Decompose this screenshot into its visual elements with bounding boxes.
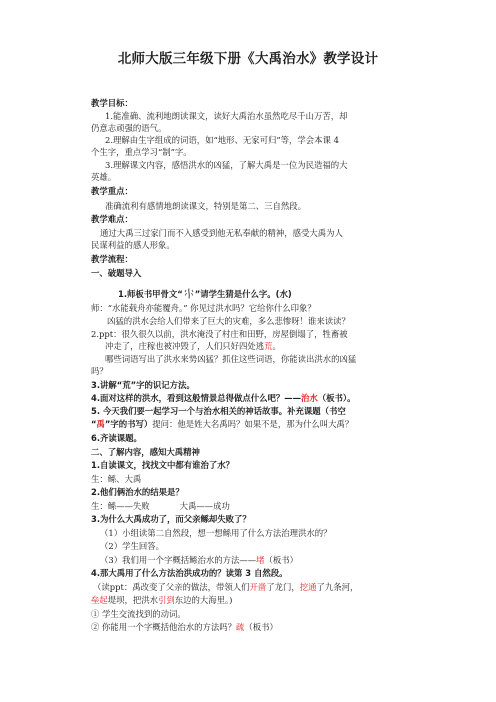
sub-item-3-note: （板书） xyxy=(264,555,298,565)
item-5-question: 提问：他是姓大名禹吗？如果不是，那为什么叫大禹？ xyxy=(152,419,354,429)
ppt-2-text-c: 了九条河， xyxy=(316,582,359,592)
ppt-line-b xyxy=(105,341,425,352)
difficulty-line-b: 民谋利益的感人形象。 xyxy=(91,240,175,250)
ppt-2-text-e: 东边的大海里。) xyxy=(174,595,233,605)
item-1-text-pre: 1.师板书甲骨文“ xyxy=(118,289,183,299)
goal-3-line-a: 3.理解课文内容，感悟洪水的凶猛，了解大禹是一位为民造福的大 xyxy=(105,160,348,170)
sub-item-3 xyxy=(100,555,420,566)
key-points-heading: 教学重点： xyxy=(91,186,133,196)
sub-item-2: （2）学生回答。 xyxy=(100,541,164,551)
ppt-2-verb-1: 开凿 xyxy=(249,582,267,592)
ppt-2-line-b xyxy=(91,595,411,606)
circle-item-2-highlight: 疏 xyxy=(236,622,245,632)
item-5-highlight: 禹 xyxy=(96,419,105,429)
difficulty-heading: 教学难点： xyxy=(91,214,133,224)
ppt-2-text-b: 了龙门， xyxy=(266,582,300,592)
teacher-question: 师：“水能载舟亦能覆舟。” 你见过洪水吗？它给你什么印象？ xyxy=(91,303,316,313)
ppt-line-a: 2.ppt：很久很久以前，洪水淹没了村庄和田野，房屋倒塌了，牲畜被 xyxy=(91,329,348,339)
item-5-line-a: 5. 今天我们要一起学习一个与治水相关的神话故事。补充课题（书空 xyxy=(91,406,346,416)
which-words-line-b: 吗？ xyxy=(91,366,108,376)
ppt-line-b-highlight: 荒 xyxy=(264,341,273,351)
item-5-bold-text: ”字的书写） xyxy=(104,419,153,429)
flood-question: 凶猛的洪水会给人们带来了巨大的灾难，多么悲惨呀！谁来读读？ xyxy=(107,316,350,326)
goals-heading: 教学目标： xyxy=(91,98,133,108)
answer-1: 生：鲧、大禹 xyxy=(91,474,142,484)
ppt-2-text-a: （读ppt：禹改变了父亲的做法，带领人们 xyxy=(93,582,250,592)
section-2-item-1: 1.自读课文，找找文中都有谁治了水？ xyxy=(91,460,235,470)
sub-item-3-highlight: 堵 xyxy=(256,555,265,565)
ppt-2-verb-2: 挖通 xyxy=(299,582,317,592)
ppt-line-b-end: 。 xyxy=(272,341,281,351)
sub-item-1: （1）小组读第二自然段，想一想鲧用了什么方法治理洪水的？ xyxy=(100,528,332,538)
item-4 xyxy=(91,393,411,404)
goal-2-line-a: 2.理解由生字组成的词语，如“地形、无家可归”等，学会本课 4 xyxy=(105,135,339,145)
ppt-2-verb-4: 引到 xyxy=(158,595,175,605)
circle-item-2-note: （板书） xyxy=(244,622,278,632)
goal-1-line-b: 仍意志顽强的语气。 xyxy=(91,123,167,133)
circle-item-2 xyxy=(91,622,411,633)
ppt-2-line-a xyxy=(93,582,413,593)
answer-2-a: 生：鲧——失败 xyxy=(91,501,150,511)
item-5-line-b xyxy=(91,419,411,430)
item-4-note: （板书）。 xyxy=(317,393,356,403)
ppt-2-text-d: 堤坝，把洪水 xyxy=(107,595,158,605)
goal-3-line-b: 英雄。 xyxy=(91,172,117,182)
ppt-2-verb-3: 垒起 xyxy=(91,595,108,605)
item-4-highlight: 治水 xyxy=(301,393,318,403)
key-points-text: 准确流利有感情地朗读课文，特别是第二、三自然段。 xyxy=(105,201,306,211)
answer-2 xyxy=(91,501,411,512)
section-1-item-1 xyxy=(118,288,438,300)
section-1-heading: 一、破题导入 xyxy=(91,268,142,278)
item-1-text-post: ”请学生猜是什么字。(水) xyxy=(194,289,292,299)
item-3: 3.讲解“荒”字的识记方法。 xyxy=(91,380,195,390)
sub-item-3-text: （3）我们用一个字概括鲧治水的方法—— xyxy=(100,555,257,565)
circle-item-2-text: ② 你能用一个字概括他治水的方法吗？ xyxy=(91,622,237,632)
flow-heading: 教学流程： xyxy=(91,254,133,264)
section-2-item-4: 4.那大禹用了什么方法治洪成功的？读第 3 自然段。 xyxy=(91,568,288,578)
item-6: 6.齐读课题。 xyxy=(91,433,142,443)
circle-item-1: ① 学生交流找到的动词。 xyxy=(91,609,186,619)
section-2-item-2: 2.他们俩治水的结果是？ xyxy=(91,487,184,497)
oracle-bone-water-glyph-icon xyxy=(183,288,195,299)
answer-2-b: 大禹——成功 xyxy=(179,501,230,511)
ppt-line-b-text: 冲走了，庄稼也被冲毁了，人们只好四处逃 xyxy=(105,341,265,351)
which-words-line-a: 哪些词语写出了洪水来势凶猛？抓住这些词语，你能读出洪水的凶猛 xyxy=(105,354,357,364)
difficulty-line-a: 通过大禹三过家门而不入感受到他无私奉献的精神，感受大禹为人 xyxy=(100,228,343,238)
goal-2-line-b: 个生字，重点学习“制”字。 xyxy=(91,147,192,157)
page-title: 北师大版三年级下册《大禹治水》教学设计 xyxy=(117,51,379,67)
goal-1-line-a: 1.能准确、流利地朗读课文，读好大禹治水虽然吃尽千山万苦，却 xyxy=(105,111,348,121)
item-4-text: 4.面对这样的洪水，看到这般情景总得做点什么吧？—— xyxy=(91,393,302,403)
section-2-heading: 二、了解内容，感知大禹精神 xyxy=(91,447,200,457)
section-2-item-3: 3.为什么大禹成功了，而父亲鲧却失败了？ xyxy=(91,514,251,524)
item-5-quote-open: “ xyxy=(91,419,97,429)
